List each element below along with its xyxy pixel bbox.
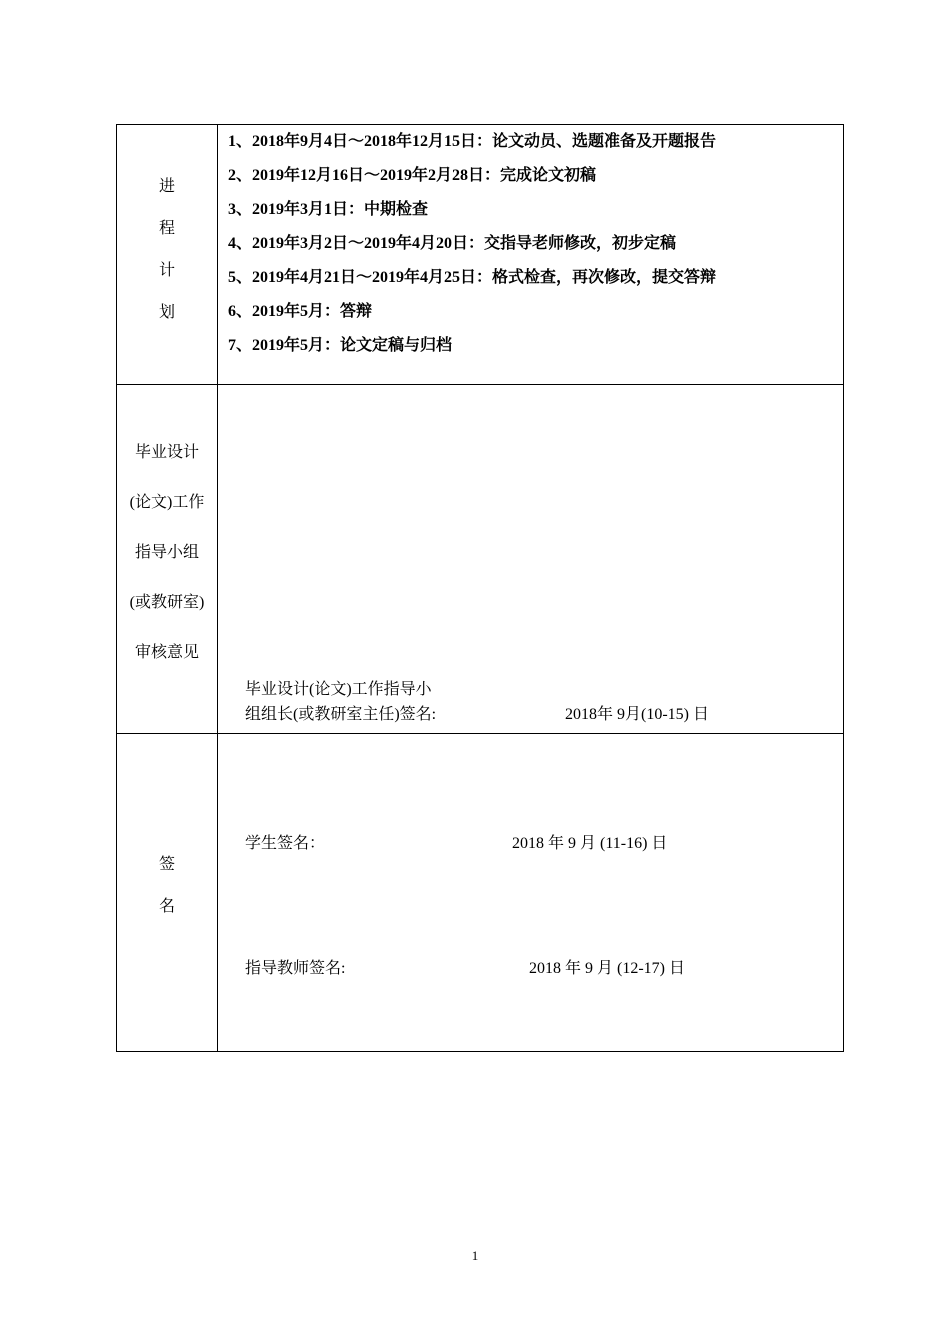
advisor-signature-date: 2018 年 9 月 (12-17) 日 [529, 960, 685, 977]
review-content-cell [218, 385, 843, 733]
review-label-line: (论文)工作 [129, 494, 205, 511]
schedule-row [117, 125, 843, 385]
schedule-item: 3、2019年3月1日：中期检查 [228, 201, 429, 218]
schedule-label-char: 程 [158, 220, 175, 237]
advisor-signature-label: 指导教师签名: [245, 960, 346, 977]
schedule-item: 2、2019年12月16日～2019年2月28日：完成论文初稿 [228, 167, 597, 184]
signature-row [117, 734, 843, 1052]
signature-content-cell [218, 734, 843, 1052]
schedule-label-char: 计 [158, 262, 175, 279]
schedule-item: 6、2019年5月：答辩 [228, 303, 373, 320]
schedule-content-cell [218, 125, 843, 384]
review-label-line: 毕业设计 [134, 444, 199, 461]
review-label-cell [117, 385, 218, 733]
review-date: 2018年 9月(10-15) 日 [565, 706, 709, 723]
review-signer-label: 毕业设计(论文)工作指导小 [245, 681, 432, 698]
schedule-label-char: 进 [158, 178, 175, 195]
page-number: 1 [471, 1248, 479, 1263]
review-form-table [116, 124, 844, 1052]
schedule-item: 4、2019年3月2日～2019年4月20日：交指导老师修改，初步定稿 [228, 235, 677, 252]
student-signature-label: 学生签名： [245, 835, 326, 852]
review-label-line: 审核意见 [134, 644, 199, 661]
review-label-line: 指导小组 [134, 544, 199, 561]
schedule-item: 7、2019年5月：论文定稿与归档 [228, 337, 453, 354]
signature-label-char: 名 [158, 898, 175, 915]
signature-label-cell [117, 734, 218, 1052]
review-signer-label: 组组长(或教研室主任)签名: [245, 706, 437, 723]
schedule-item: 5、2019年4月21日～2019年4月25日：格式检查，再次修改，提交答辩 [228, 269, 717, 286]
schedule-label-char: 划 [158, 304, 175, 321]
review-label-line: (或教研室) [129, 594, 205, 611]
schedule-item: 1、2018年9月4日～2018年12月15日：论文动员、选题准备及开题报告 [228, 133, 717, 150]
schedule-label-cell [117, 125, 218, 384]
review-row [117, 385, 843, 734]
signature-label-char: 签 [158, 856, 175, 873]
student-signature-date: 2018 年 9 月 (11-16) 日 [512, 835, 668, 852]
